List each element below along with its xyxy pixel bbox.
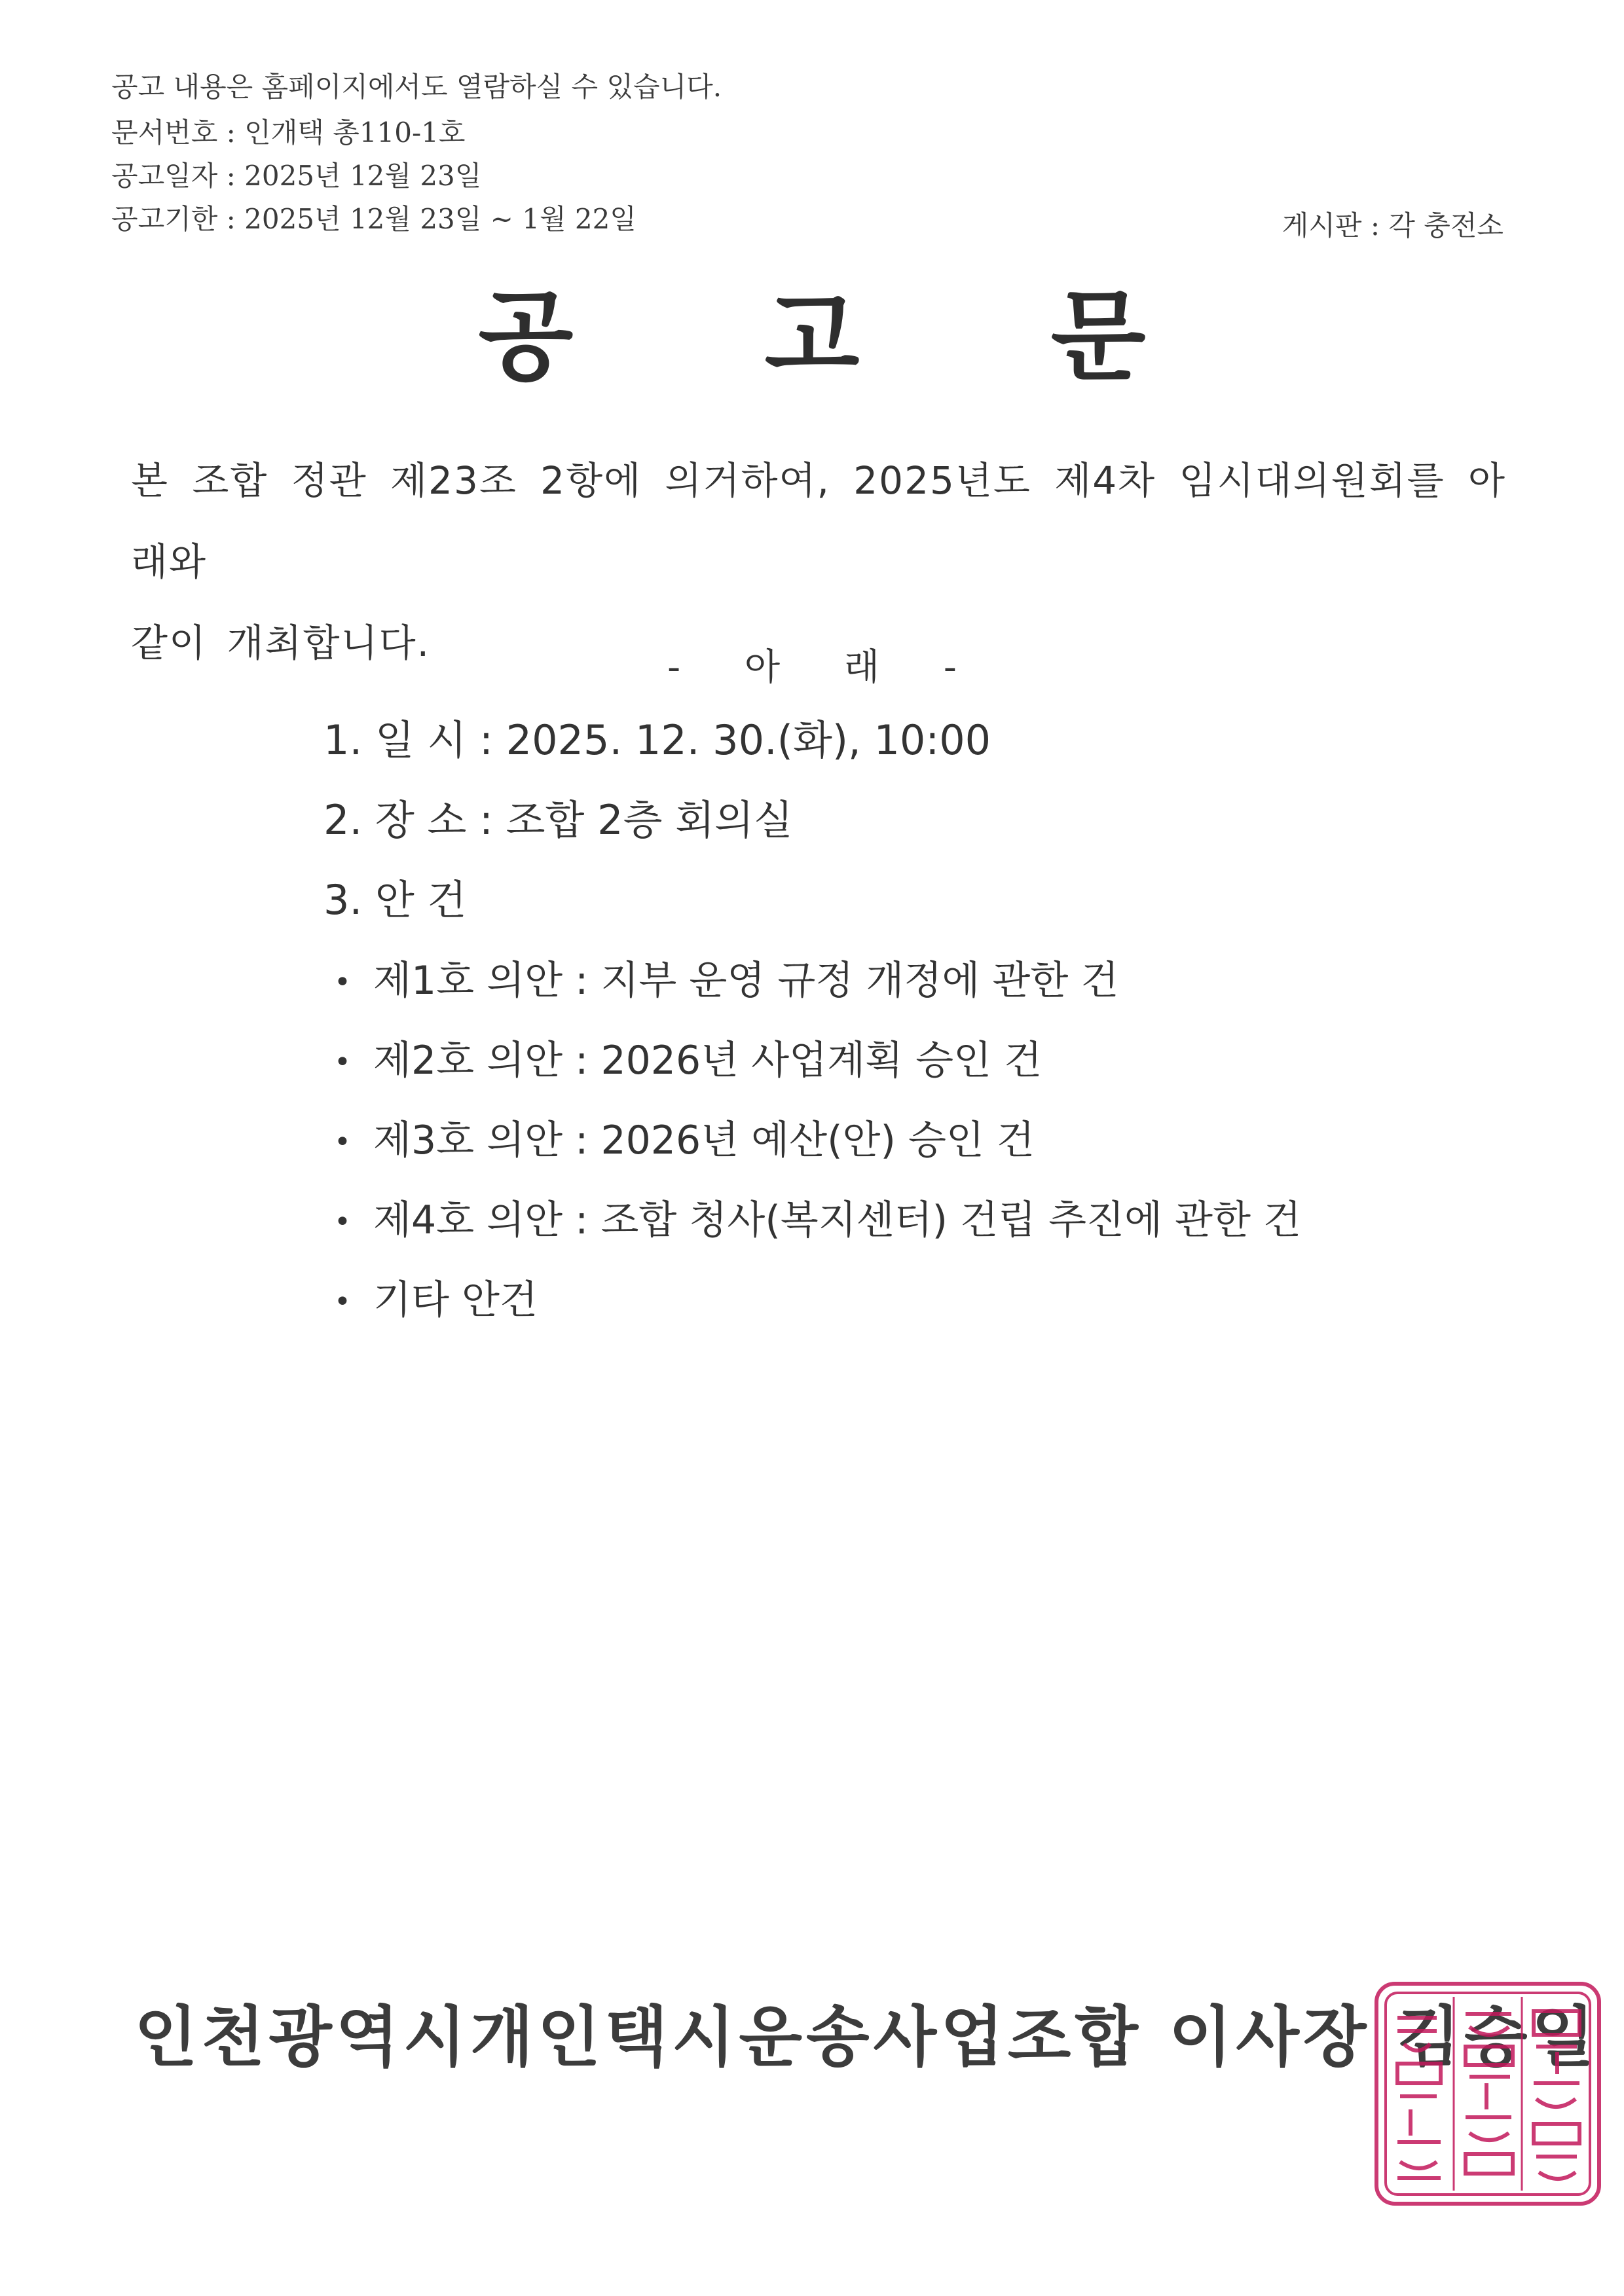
notice-date: 공고일자 : 2025년 12월 23일 [111,160,482,192]
agenda-item [334,1038,1043,1084]
meeting-place: 2. 장 소 : 조합 2층 회의실 [323,796,793,844]
notice-body-line-2: 같이 개최합니다. [131,621,431,665]
agenda-item-text: 제3호 의안 : 2026년 예산(안) 승인 건 [373,1118,1035,1163]
section-heading: - 아 래 - [667,646,983,689]
bullet-icon: • [334,1205,351,1239]
bullet-icon: • [334,966,351,1000]
bullet-icon: • [334,1125,351,1159]
official-seal-icon [1371,1978,1604,2209]
agenda-item-text: 제2호 의안 : 2026년 사업계획 승인 건 [373,1038,1043,1084]
agenda-item-text: 제4호 의안 : 조합 청사(복지센터) 건립 추진에 관한 건 [373,1197,1301,1243]
agenda-item [334,1197,1301,1243]
agenda-item [334,958,1119,1004]
page-title: 공 고 문 [478,280,1225,394]
issuer-signature: 인천광역시개인택시운송사업조합 이사장 김승일 [134,1999,1599,2075]
notice-body-line-1: 본 조합 정관 제23조 2항에 의거하여, 2025년도 제4차 임시대의원회를 아래와 [131,458,1506,584]
bulletin-board-location: 게시판 : 각 충전소 [1282,210,1504,242]
bullet-icon: • [334,1046,351,1080]
agenda-item [334,1118,1035,1163]
bullet-icon: • [334,1285,351,1319]
agenda-item-text: 제1호 의안 : 지부 운영 규정 개정에 관한 건 [373,958,1119,1004]
notice-period: 공고기한 : 2025년 12월 23일 ~ 1월 22일 [111,203,637,235]
meeting-datetime: 1. 일 시 : 2025. 12. 30.(화), 10:00 [323,716,991,764]
agenda-item [334,1277,538,1323]
agenda-item-text: 기타 안건 [373,1277,538,1323]
document-number: 문서번호 : 인개택 총110-1호 [111,117,466,149]
notice-availability-line: 공고 내용은 홈페이지에서도 열람하실 수 있습니다. [111,71,722,103]
agenda-heading: 3. 안 건 [323,876,467,924]
